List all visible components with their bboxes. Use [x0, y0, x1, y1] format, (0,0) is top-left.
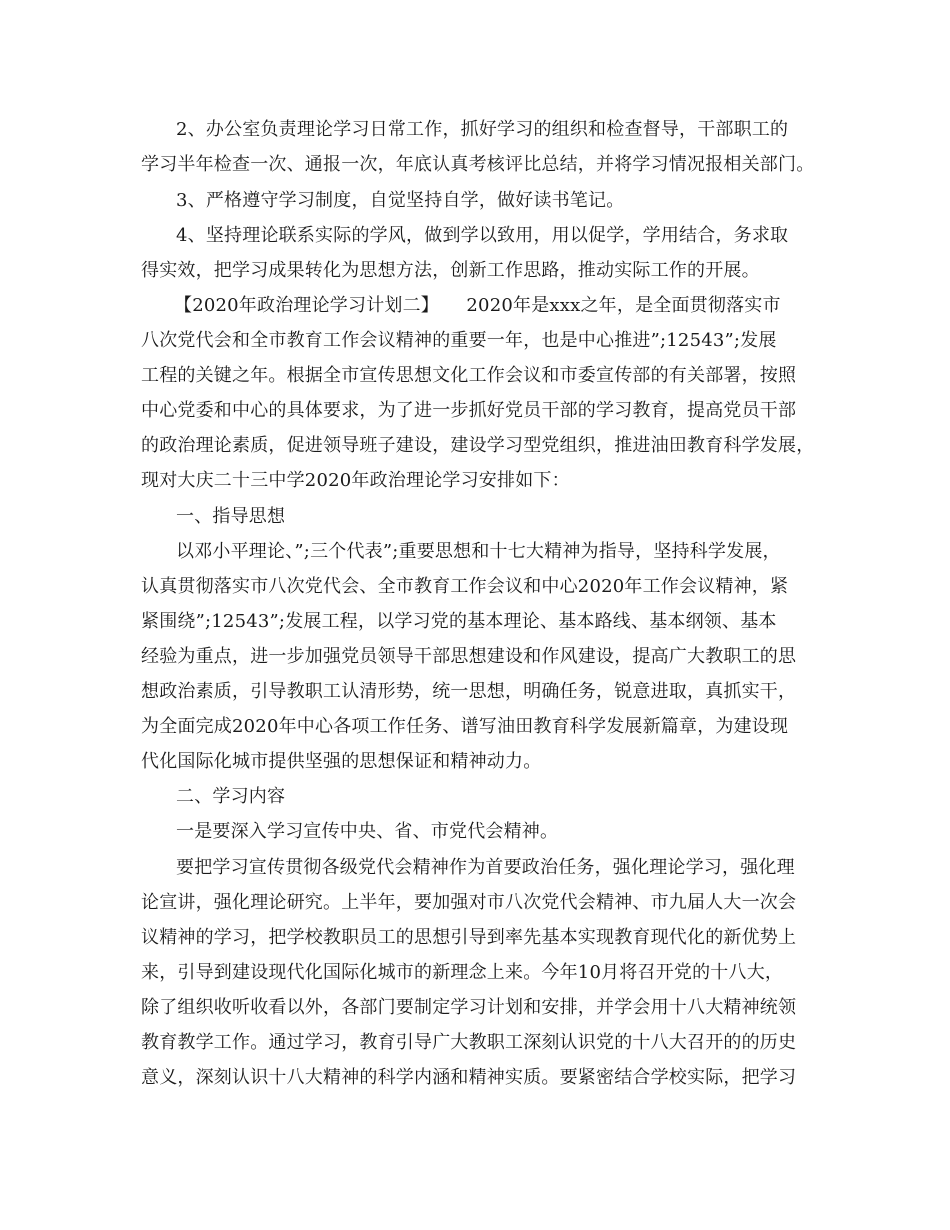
text-line: 为全面完成2020年中心各项工作任务、谱写油田教育科学发展新篇章，为建设现 — [141, 716, 789, 737]
text-line: 论宣讲，强化理论研究。上半年，要加强对市八次党代会精神、市九届人大一次会 — [141, 892, 797, 913]
text-line: 意义，深刻认识十八大精神的科学内涵和精神实质。要紧密结合学校实际，把学习 — [141, 1067, 797, 1088]
text-line: 得实效，把学习成果转化为思想方法，创新工作思路，推动实际工作的开展。 — [141, 260, 760, 281]
text-line: 教育教学工作。通过学习，教育引导广大教职工深刻认识党的十八大召开的的历史 — [141, 1032, 797, 1053]
text-line: 2、办公室负责理论学习日常工作，抓好学习的组织和检查督导，干部职工的 — [176, 119, 789, 140]
text-line: 要把学习宣传贯彻各级党代会精神作为首要政治任务，强化理论学习，强化理 — [176, 857, 795, 878]
text-line: 认真贯彻落实市八次党代会、全市教育工作会议和中心2020年工作会议精神，紧 — [141, 576, 789, 597]
text-line: 经验为重点，进一步加强党员领导干部思想建设和作风建设，提高广大教职工的思 — [141, 646, 797, 667]
text-line: 【2020年政治理论学习计划二】 2020年是xxx之年，是全面贯彻落实市 — [174, 295, 781, 316]
text-line: 中心党委和中心的具体要求，为了进一步抓好党员干部的学习教育，提高党员干部 — [141, 400, 797, 421]
text-line: 的政治理论素质，促进领导班子建设，建设学习型党组织，推进油田教育科学发展， — [141, 435, 815, 456]
text-line: 以邓小平理论、”;三个代表”;重要思想和十七大精神为指导，坚持科学发展， — [176, 541, 781, 562]
text-line: 来，引导到建设现代化国际化城市的新理念上来。今年10月将召开党的十八大， — [141, 962, 784, 983]
text-line: 议精神的学习，把学校教职员工的思想引导到率先基本实现教育现代化的新优势上 — [141, 927, 797, 948]
text-line: 一是要深入学习宣传中央、省、市党代会精神。 — [176, 821, 559, 842]
text-line: 现对大庆二十三中学2020年政治理论学习安排如下： — [141, 470, 570, 491]
text-line: 工程的关键之年。根据全市宣传思想文化工作会议和市委宣传部的有关部署，按照 — [141, 365, 797, 386]
text-line: 3、严格遵守学习制度，自觉坚持自学，做好读书笔记。 — [176, 190, 625, 211]
text-line: 学习半年检查一次、通报一次，年底认真考核评比总结，并将学习情况报相关部门。 — [141, 154, 815, 175]
text-line: 代化国际化城市提供坚强的思想保证和精神动力。 — [141, 751, 542, 772]
text-line: 想政治素质，引导教职工认清形势，统一思想，明确任务，锐意进取，真抓实干， — [141, 681, 797, 702]
text-line: 紧围绕”;12543”;发展工程，以学习党的基本理论、基本路线、基本纲领、基本 — [141, 611, 777, 632]
section-heading: 二、学习内容 — [176, 786, 286, 807]
section-heading: 一、指导思想 — [176, 506, 286, 527]
text-line: 4、坚持理论联系实际的学风，做到学以致用，用以促学，学用结合，务求取 — [176, 225, 789, 246]
text-line: 除了组织收听收看以外，各部门要制定学习计划和安排，并学会用十八大精神统领 — [141, 997, 797, 1018]
text-line: 八次党代会和全市教育工作会议精神的重要一年，也是中心推进”;12543”;发展 — [141, 330, 777, 351]
